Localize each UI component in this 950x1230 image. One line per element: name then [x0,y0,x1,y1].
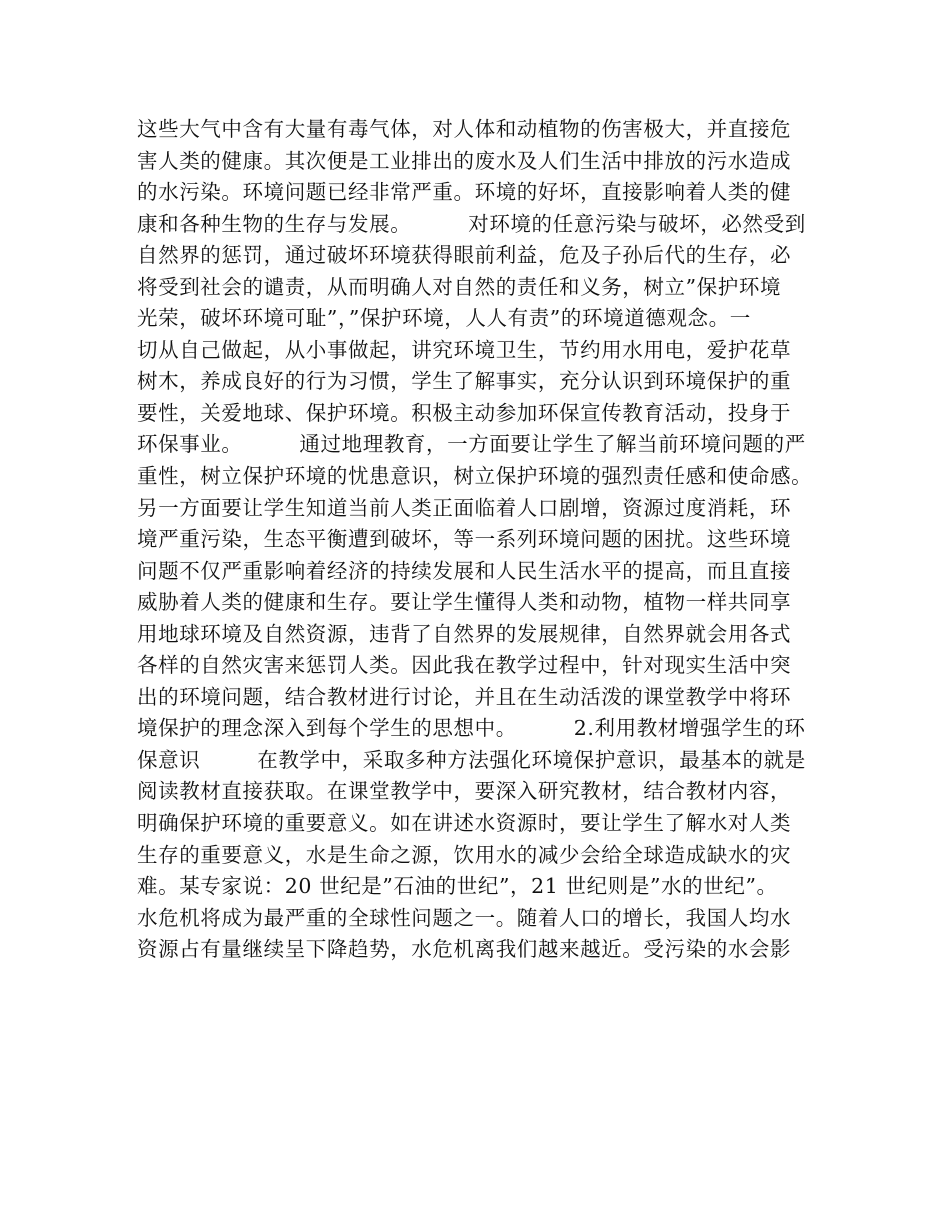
text-line: 阅读教材直接获取。在课堂教学中，要深入研究教材，结合教材内容， [137,779,792,804]
text-line: 的水污染。环境问题已经非常严重。环境的好坏，直接影响着人类的健 [137,180,792,205]
text-line: 环保事业。 通过地理教育，一方面要让学生了解当前环境问题的严 [137,432,806,457]
text-line: 光荣，破坏环境可耻”，”保护环境，人人有责”的环境道德观念。一 [137,306,751,331]
text-line: 这些大气中含有大量有毒气体，对人体和动植物的伤害极大，并直接危 [137,117,792,141]
text-line: 各样的自然灾害来惩罚人类。因此我在教学过程中，针对现实生活中突 [137,653,792,678]
text-line: 境保护的理念深入到每个学生的思想中。 2.利用教材增强学生的环 [137,716,806,741]
text-line: 将受到社会的谴责，从而明确人对自然的责任和义务，树立”保护环境 [137,274,782,299]
text-line: 水危机将成为最严重的全球性问题之一。随着人口的增长，我国人均水 [137,905,792,930]
text-line: 难。某专家说：20 世纪是”石油的世纪”，21 世纪则是”水的世纪”。 [137,874,778,899]
text-line: 另一方面要让学生知道当前人类正面临着人口剧增，资源过度消耗，环 [137,495,792,520]
text-line: 要性，关爱地球、保护环境。积极主动参加环保宣传教育活动，投身于 [137,400,792,425]
text-line: 保意识 在教学中，采取多种方法强化环境保护意识，最基本的就是 [137,747,806,772]
text-line: 重性，树立保护环境的忧患意识，树立保护环境的强烈责任感和使命感。 [137,464,813,489]
text-line: 害人类的健康。其次便是工业排出的废水及人们生活中排放的污水造成 [137,148,792,173]
text-line: 威胁着人类的健康和生存。要让学生懂得人类和动物，植物一样共同享 [137,590,792,615]
text-line: 问题不仅严重影响着经济的持续发展和人民生活水平的提高，而且直接 [137,558,792,583]
text-line: 康和各种生物的生存与发展。 对环境的任意污染与破坏，必然受到 [137,211,806,236]
text-line: 树木，养成良好的行为习惯，学生了解事实，充分认识到环境保护的重 [137,369,792,394]
text-line: 自然界的惩罚，通过破坏环境获得眼前利益，危及子孙后代的生存，必 [137,243,792,268]
body-text [137,114,827,966]
text-line: 切从自己做起，从小事做起，讲究环境卫生，节约用水用电，爱护花草 [137,337,792,362]
text-line: 明确保护环境的重要意义。如在讲述水资源时，要让学生了解水对人类 [137,811,792,836]
text-line: 资源占有量继续呈下降趋势，水危机离我们越来越近。受污染的水会影 [137,937,792,962]
text-line: 用地球环境及自然资源，违背了自然界的发展规律，自然界就会用各式 [137,621,792,646]
text-line: 生存的重要意义，水是生命之源，饮用水的减少会给全球造成缺水的灾 [137,842,792,867]
text-line: 出的环境问题，结合教材进行讨论，并且在生动活泼的课堂教学中将环 [137,684,792,709]
text-line: 境严重污染，生态平衡遭到破坏，等一系列环境问题的困扰。这些环境 [137,527,792,552]
